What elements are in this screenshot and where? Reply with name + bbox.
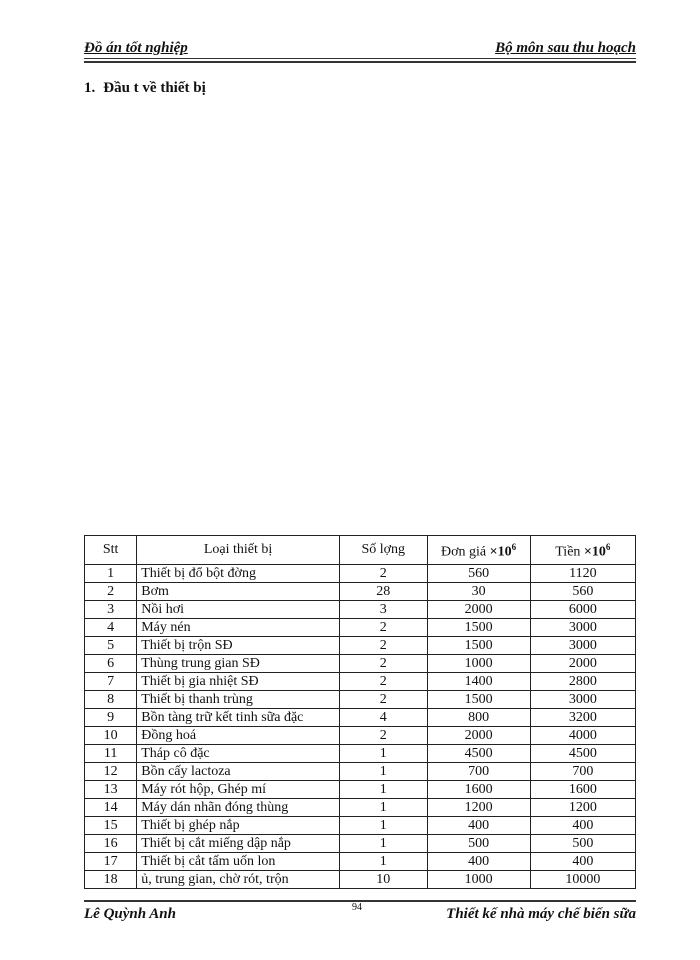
header-left-title: Đồ án tốt nghiệp — [84, 40, 188, 56]
cell-quantity: 1 — [339, 762, 427, 780]
table-row — [85, 600, 636, 618]
cell-quantity: 2 — [339, 618, 427, 636]
cell-unit-price: 1500 — [427, 690, 530, 708]
cell-quantity: 2 — [339, 726, 427, 744]
cell-unit-price: 1500 — [427, 636, 530, 654]
table-header-row — [85, 536, 636, 565]
cell-stt: 4 — [85, 618, 137, 636]
cell-quantity: 4 — [339, 708, 427, 726]
table-row — [85, 564, 636, 582]
cell-total: 3000 — [530, 636, 635, 654]
cell-total: 4500 — [530, 744, 635, 762]
cell-unit-price: 500 — [427, 834, 530, 852]
page-number: 94 — [352, 902, 362, 913]
cell-total: 400 — [530, 852, 635, 870]
cell-quantity: 2 — [339, 672, 427, 690]
cell-quantity: 2 — [339, 690, 427, 708]
cell-total: 1120 — [530, 564, 635, 582]
cell-stt: 11 — [85, 744, 137, 762]
cell-stt: 7 — [85, 672, 137, 690]
table-row — [85, 636, 636, 654]
table-row — [85, 834, 636, 852]
page-footer — [84, 902, 636, 926]
cell-quantity: 1 — [339, 744, 427, 762]
cell-equipment: Bơm — [137, 582, 340, 600]
cell-equipment: Máy nén — [137, 618, 340, 636]
cell-quantity: 2 — [339, 564, 427, 582]
equipment-table — [84, 535, 636, 889]
cell-equipment: Nồi hơi — [137, 600, 340, 618]
table-row — [85, 690, 636, 708]
cell-total: 2800 — [530, 672, 635, 690]
cell-stt: 18 — [85, 870, 137, 888]
col-header-unit-price — [427, 536, 530, 565]
cell-total: 400 — [530, 816, 635, 834]
section-number: 1. — [84, 80, 96, 96]
section-heading — [84, 80, 206, 97]
cell-stt: 17 — [85, 852, 137, 870]
cell-stt: 10 — [85, 726, 137, 744]
cell-quantity: 1 — [339, 798, 427, 816]
cell-unit-price: 800 — [427, 708, 530, 726]
unit-multiplier: ×10 — [583, 544, 606, 560]
cell-total: 2000 — [530, 654, 635, 672]
table-row — [85, 654, 636, 672]
col-header-equipment: Loại thiết bị — [137, 536, 340, 565]
table-row — [85, 672, 636, 690]
cell-equipment: Máy dán nhãn đóng thùng — [137, 798, 340, 816]
cell-stt: 15 — [85, 816, 137, 834]
cell-quantity: 1 — [339, 834, 427, 852]
cell-unit-price: 1200 — [427, 798, 530, 816]
cell-unit-price: 1000 — [427, 870, 530, 888]
table-row — [85, 708, 636, 726]
cell-stt: 12 — [85, 762, 137, 780]
col-header-stt: Stt — [85, 536, 137, 565]
cell-unit-price: 560 — [427, 564, 530, 582]
header-rule — [84, 58, 636, 59]
cell-quantity: 1 — [339, 852, 427, 870]
header-right-title: Bộ môn sau thu hoạch — [495, 40, 636, 56]
cell-equipment: ủ, trung gian, chờ rót, trộn — [137, 870, 340, 888]
cell-equipment: Máy rót hộp, Ghép mí — [137, 780, 340, 798]
table-row — [85, 870, 636, 888]
cell-equipment: Đồng hoá — [137, 726, 340, 744]
cell-unit-price: 1000 — [427, 654, 530, 672]
table-row — [85, 816, 636, 834]
cell-equipment: Bồn tàng trữ kết tinh sữa đặc — [137, 708, 340, 726]
cell-stt: 3 — [85, 600, 137, 618]
cell-stt: 2 — [85, 582, 137, 600]
cell-stt: 6 — [85, 654, 137, 672]
cell-equipment: Thiết bị đổ bột đờng — [137, 564, 340, 582]
cell-unit-price: 4500 — [427, 744, 530, 762]
cell-total: 10000 — [530, 870, 635, 888]
cell-equipment: Thiết bị gia nhiệt SĐ — [137, 672, 340, 690]
cell-total: 4000 — [530, 726, 635, 744]
cell-equipment: Thùng trung gian SĐ — [137, 654, 340, 672]
cell-quantity: 28 — [339, 582, 427, 600]
cell-unit-price: 30 — [427, 582, 530, 600]
cell-stt: 13 — [85, 780, 137, 798]
table-row — [85, 618, 636, 636]
header-rule-thick — [84, 61, 636, 63]
cell-total: 3000 — [530, 690, 635, 708]
cell-stt: 16 — [85, 834, 137, 852]
cell-stt: 1 — [85, 564, 137, 582]
table-row — [85, 726, 636, 744]
col-header-total — [530, 536, 635, 565]
cell-equipment: Bồn cấy lactoza — [137, 762, 340, 780]
cell-unit-price: 1600 — [427, 780, 530, 798]
table-row — [85, 582, 636, 600]
cell-equipment: Thiết bị cắt tấm uốn lon — [137, 852, 340, 870]
cell-total: 700 — [530, 762, 635, 780]
cell-unit-price: 400 — [427, 852, 530, 870]
table-row — [85, 798, 636, 816]
cell-total: 3000 — [530, 618, 635, 636]
cell-unit-price: 1400 — [427, 672, 530, 690]
table-row — [85, 744, 636, 762]
cell-equipment: Thiết bị cắt miếng dập nắp — [137, 834, 340, 852]
unit-exponent: 6 — [605, 542, 611, 552]
cell-unit-price: 400 — [427, 816, 530, 834]
cell-stt: 5 — [85, 636, 137, 654]
col-header-quantity: Số lợng — [339, 536, 427, 565]
table-row — [85, 780, 636, 798]
unit-multiplier: ×10 — [489, 544, 512, 560]
cell-equipment: Thiết bị thanh trùng — [137, 690, 340, 708]
unit-exponent: 6 — [511, 542, 517, 552]
unit-price-label: Đơn giá — [441, 544, 490, 560]
cell-total: 6000 — [530, 600, 635, 618]
cell-total: 1600 — [530, 780, 635, 798]
total-label: Tiền — [555, 544, 584, 560]
cell-total: 1200 — [530, 798, 635, 816]
table-body — [85, 564, 636, 888]
cell-quantity: 10 — [339, 870, 427, 888]
cell-quantity: 3 — [339, 600, 427, 618]
cell-equipment: Thiết bị ghép nắp — [137, 816, 340, 834]
cell-unit-price: 2000 — [427, 600, 530, 618]
cell-stt: 8 — [85, 690, 137, 708]
cell-quantity: 1 — [339, 816, 427, 834]
cell-total: 500 — [530, 834, 635, 852]
cell-unit-price: 2000 — [427, 726, 530, 744]
cell-equipment: Thiết bị trộn SĐ — [137, 636, 340, 654]
table-row — [85, 852, 636, 870]
footer-title: Thiết kế nhà máy chế biến sữa — [446, 906, 636, 922]
cell-stt: 14 — [85, 798, 137, 816]
section-title: Đầu t về thiết bị — [103, 80, 206, 96]
page-header — [84, 40, 636, 60]
cell-quantity: 2 — [339, 654, 427, 672]
cell-quantity: 1 — [339, 780, 427, 798]
cell-unit-price: 1500 — [427, 618, 530, 636]
cell-total: 3200 — [530, 708, 635, 726]
cell-equipment: Tháp cô đặc — [137, 744, 340, 762]
footer-author: Lê Quỳnh Anh — [84, 906, 176, 922]
cell-quantity: 2 — [339, 636, 427, 654]
cell-total: 560 — [530, 582, 635, 600]
cell-unit-price: 700 — [427, 762, 530, 780]
cell-stt: 9 — [85, 708, 137, 726]
table-row — [85, 762, 636, 780]
